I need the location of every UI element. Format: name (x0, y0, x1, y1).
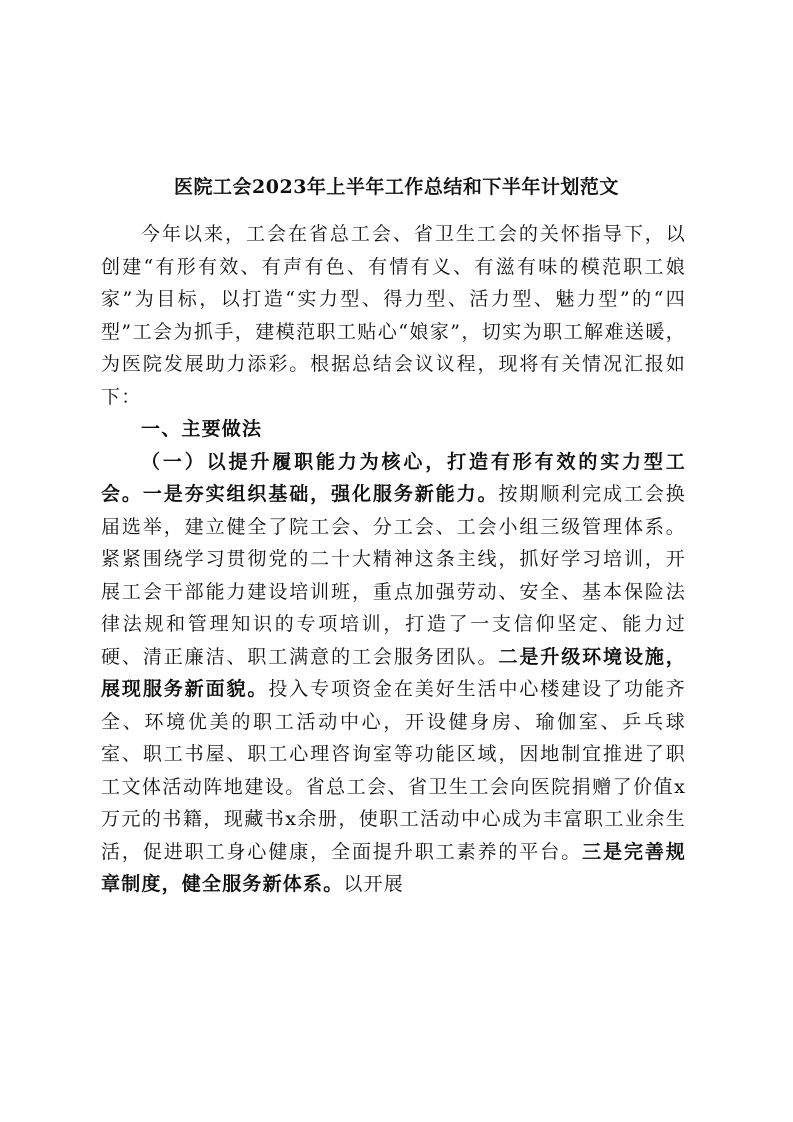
section-heading: 一、主要做法 (141, 418, 263, 440)
paragraph-text: 投入专项资金在美好生活中心楼建设了功能齐全、环境优美的职工活动中心，开设健身房、瑜伽室、乒乓球室、职工书屋、职工心理咨询室等功能区域，因地制宜推进了职工文体活动阵地建设。省总工会、省卫生工会向医院捐赠了价值x万元的书籍，现藏书x余册，使职工活动中心成为丰富职工业余生活，促进职工身心健康，全面提升职工素养的平台。 (101, 678, 686, 863)
point-heading: 二是升级环境设施，展现服务新面貌。 (101, 645, 686, 700)
paragraph-text: 按期顺利完成工会换届选举，建立健全了院工会、分工会、工会小组三级管理体系。紧紧围绕学习贯彻党的二十大精神这条主线，抓好学习培训，开展工会干部能力建设培训班，重点加强劳动、安全、基本保险法律法规和管理知识的专项培训，打造了一支信仰坚定、能力过硬、清正廉洁、职工满意的工会服务团队。 (101, 483, 686, 668)
document-title: 医院工会2023年上半年工作总结和下半年计划范文 (174, 176, 619, 198)
subsection-lead: （一）以提升履职能力为核心，打造有形有效的实力型工会。一是夯实组织基础，强化服务新能力。 (101, 450, 686, 505)
paragraph-text: 以开展 (343, 873, 405, 895)
document-body (101, 218, 686, 901)
body-paragraph (101, 446, 686, 901)
intro-paragraph: 今年以来，工会在省总工会、省卫生工会的关怀指导下，以创建“有形有效、有声有色、有情有义、有滋有味的模范职工娘家”为目标，以打造“实力型、得力型、活力型、魅力型”的“四型”工会为抓手，建模范职工贴心“娘家”，切实为职工解难送暖，为医院发展助力添彩。根据总结会议议程，现将有关情况汇报如下： (101, 223, 686, 408)
point-heading: 三是完善规章制度，健全服务新体系。 (101, 840, 686, 895)
